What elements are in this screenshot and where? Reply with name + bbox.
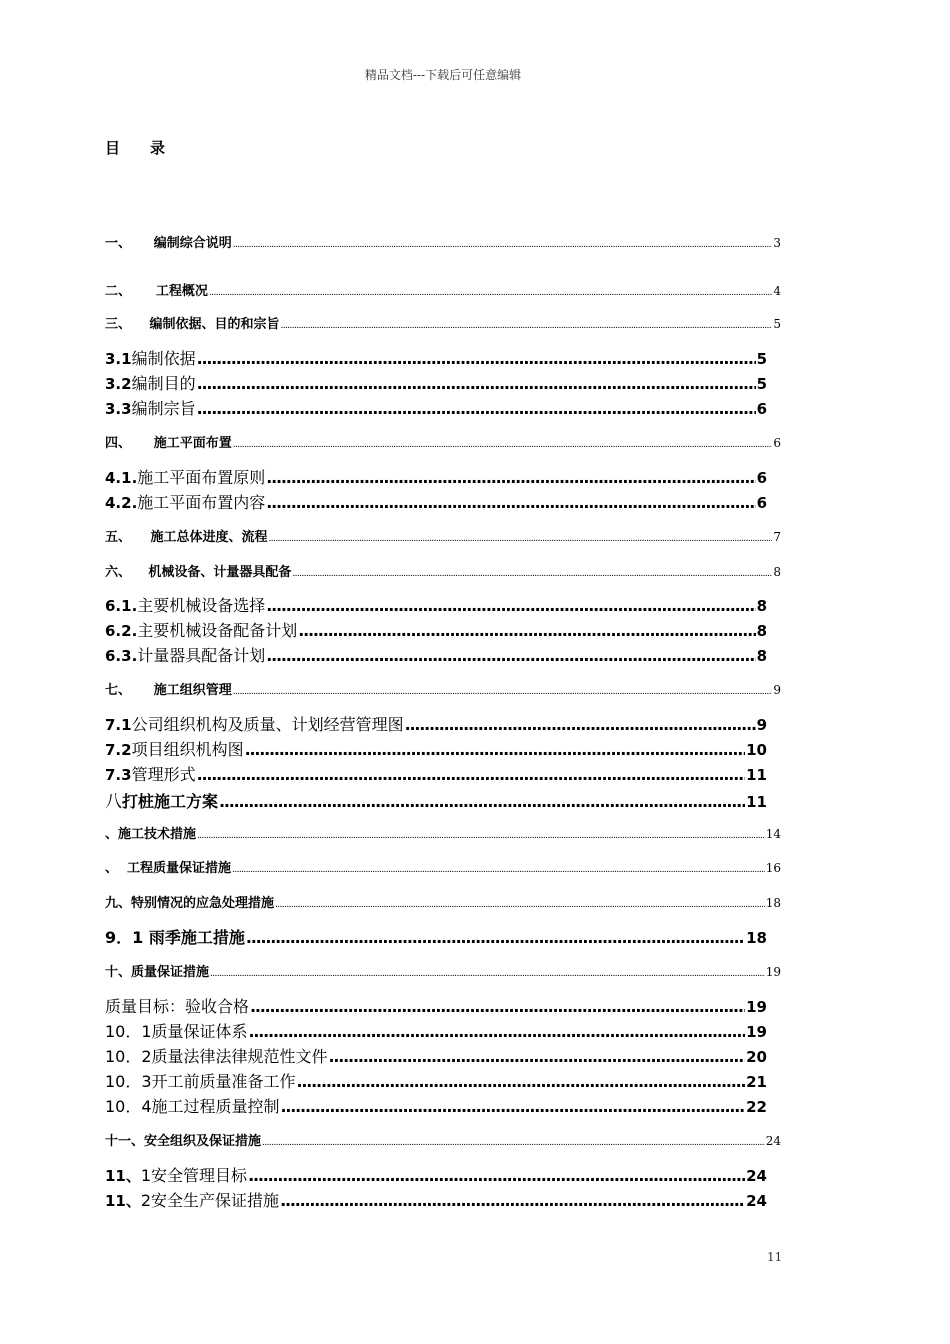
toc-entry-label: 施工组织管理 bbox=[153, 683, 232, 698]
toc-entry[interactable] bbox=[105, 371, 767, 394]
toc-leader-dots bbox=[232, 865, 765, 875]
toc-entry-label: 施工总体进度、流程 bbox=[150, 530, 268, 545]
toc-leader-dots bbox=[197, 765, 746, 784]
toc-entry[interactable] bbox=[105, 1019, 767, 1042]
toc-entry-label: 管理形式 bbox=[131, 765, 196, 784]
toc-entry-page: 9 bbox=[773, 683, 781, 697]
toc-entry-page: 7 bbox=[773, 530, 781, 544]
toc-entry[interactable] bbox=[105, 925, 767, 948]
toc-entry-page: 18 bbox=[765, 896, 781, 910]
toc-leader-dots bbox=[246, 928, 745, 947]
toc-entry-number: 七、 bbox=[105, 683, 132, 698]
toc-entry-label: 9．1 雨季施工措施 bbox=[105, 928, 245, 947]
toc-leader-dots bbox=[266, 646, 755, 665]
toc-entry-label: 计量器具配备计划 bbox=[137, 646, 266, 665]
toc-entry[interactable] bbox=[105, 618, 767, 641]
toc-entry-page: 11 bbox=[746, 766, 767, 784]
page-number: 11 bbox=[767, 1250, 783, 1264]
toc-entry-number: 6.2. bbox=[105, 622, 138, 640]
toc-entry-label: 十、质量保证措施 bbox=[105, 965, 210, 980]
toc-leader-dots bbox=[233, 440, 773, 450]
toc-leader-dots bbox=[280, 321, 772, 331]
toc-entry-page: 14 bbox=[765, 827, 781, 841]
toc-entry-label: 主要机械设备配备计划 bbox=[137, 621, 298, 640]
toc-entry-page: 11 bbox=[746, 793, 767, 811]
toc-entry-page: 21 bbox=[746, 1073, 767, 1091]
toc-entry-label: 10．2质量法律法律规范性文件 bbox=[105, 1047, 328, 1066]
toc-entry-page: 6 bbox=[756, 494, 767, 512]
toc-leader-dots bbox=[280, 1191, 745, 1210]
toc-leader-dots bbox=[281, 1097, 746, 1116]
toc-entry-page: 5 bbox=[773, 317, 781, 331]
toc-entry[interactable] bbox=[105, 526, 781, 545]
toc-entry[interactable] bbox=[105, 313, 781, 332]
toc-entry[interactable] bbox=[105, 1094, 767, 1117]
toc-entry-label: 编制综合说明 bbox=[153, 236, 232, 251]
toc-entry-label: 编制依据 bbox=[131, 349, 196, 368]
toc-entry-label: 主要机械设备选择 bbox=[137, 596, 266, 615]
toc-entry[interactable] bbox=[105, 1069, 767, 1092]
toc-leader-dots bbox=[292, 569, 772, 579]
toc-entry-page: 8 bbox=[756, 622, 767, 640]
toc-entry[interactable] bbox=[105, 857, 781, 876]
toc-entry-number: 3.1 bbox=[105, 350, 132, 368]
toc-entry-label: 编制依据、目的和宗旨 bbox=[149, 317, 280, 332]
toc-entry-number: 11、 bbox=[105, 1192, 141, 1210]
toc-entry-page: 18 bbox=[746, 929, 767, 947]
toc-entry-number: 四、 bbox=[105, 436, 132, 451]
toc-leader-dots bbox=[298, 621, 755, 640]
toc-entry-page: 8 bbox=[756, 647, 767, 665]
toc-entry-page: 10 bbox=[746, 741, 767, 759]
toc-entry[interactable] bbox=[105, 561, 781, 580]
toc-entry[interactable] bbox=[105, 1163, 767, 1186]
toc-entry-page: 24 bbox=[746, 1192, 767, 1210]
toc-entry-page: 5 bbox=[756, 350, 767, 368]
toc-entry-label: 质量目标：验收合格 bbox=[105, 997, 250, 1016]
toc-entry-page: 3 bbox=[773, 236, 781, 250]
toc-leader-dots bbox=[297, 1072, 746, 1091]
toc-leader-dots bbox=[275, 900, 765, 910]
toc-entry-number: 4.1. bbox=[105, 469, 138, 487]
toc-entry-page: 6 bbox=[756, 469, 767, 487]
toc-entry-number: 7.1 bbox=[105, 716, 132, 734]
toc-entry[interactable] bbox=[105, 787, 767, 812]
toc-leader-dots bbox=[249, 1022, 746, 1041]
toc-entry-number: 一、 bbox=[105, 236, 132, 251]
toc-entry[interactable] bbox=[105, 490, 767, 513]
title-right: 录 bbox=[150, 139, 166, 157]
toc-entry-label: 、 工程质量保证措施 bbox=[105, 861, 232, 876]
toc-entry-page: 19 bbox=[746, 1023, 767, 1041]
toc-leader-dots bbox=[266, 493, 755, 512]
toc-entry-number: 6.1. bbox=[105, 597, 138, 615]
toc-entry-number: 二、 bbox=[105, 284, 132, 299]
toc-leader-dots bbox=[266, 468, 755, 487]
toc-entry-label: 十一、安全组织及保证措施 bbox=[105, 1134, 262, 1149]
toc-entry-label: 工程概况 bbox=[155, 284, 208, 299]
page-title bbox=[105, 137, 165, 158]
toc-entry-number: 3.2 bbox=[105, 375, 132, 393]
toc-entry[interactable] bbox=[105, 593, 767, 616]
toc-leader-dots bbox=[209, 288, 772, 298]
toc-entry[interactable] bbox=[105, 892, 781, 911]
toc-entry-number: 三、 bbox=[105, 317, 132, 332]
toc-entry-page: 6 bbox=[756, 400, 767, 418]
toc-entry-page: 6 bbox=[773, 436, 781, 450]
toc-entry-label: 10．1质量保证体系 bbox=[105, 1022, 248, 1041]
toc-leader-dots bbox=[405, 715, 756, 734]
toc-entry[interactable] bbox=[105, 346, 767, 369]
toc-entry[interactable] bbox=[105, 823, 781, 842]
toc-leader-dots bbox=[233, 240, 773, 250]
toc-leader-dots bbox=[266, 596, 755, 615]
toc-entry-label: 2安全生产保证措施 bbox=[140, 1191, 280, 1210]
toc-entry-page: 8 bbox=[773, 565, 781, 579]
toc-entry-number: 7.2 bbox=[105, 741, 132, 759]
toc-entry-label: 10．3开工前质量准备工作 bbox=[105, 1072, 296, 1091]
toc-entry-page: 19 bbox=[746, 998, 767, 1016]
toc-entry[interactable] bbox=[105, 643, 767, 666]
toc-entry[interactable] bbox=[105, 432, 781, 451]
toc-entry-page: 9 bbox=[756, 716, 767, 734]
toc-leader-dots bbox=[245, 740, 746, 759]
toc-leader-dots bbox=[197, 374, 756, 393]
toc-entry[interactable] bbox=[105, 280, 781, 299]
toc-entry[interactable] bbox=[105, 679, 781, 698]
toc-entry-page: 20 bbox=[746, 1048, 767, 1066]
toc-entry-label: 公司组织机构及质量、计划经营管理图 bbox=[131, 715, 404, 734]
toc-leader-dots bbox=[262, 1138, 765, 1148]
toc-leader-dots bbox=[269, 534, 773, 544]
toc-entry-page: 19 bbox=[765, 965, 781, 979]
toc-entry-label: 施工平面布置 bbox=[153, 436, 232, 451]
toc-entry-number: 6.3. bbox=[105, 647, 138, 665]
toc-entry-number: 11、 bbox=[105, 1167, 141, 1185]
toc-leader-dots bbox=[210, 969, 765, 979]
toc-entry-number: 六、 bbox=[105, 565, 132, 580]
toc-leader-dots bbox=[219, 792, 745, 811]
toc-entry-number: 3.3 bbox=[105, 400, 132, 418]
toc-entry[interactable] bbox=[105, 994, 767, 1017]
toc-entry-label: 项目组织机构图 bbox=[131, 740, 244, 759]
toc-entry-label: 施工平面布置内容 bbox=[137, 493, 266, 512]
toc-entry[interactable] bbox=[105, 1130, 781, 1149]
toc-entry[interactable] bbox=[105, 762, 767, 785]
title-left: 目 bbox=[105, 139, 121, 157]
toc-entry-number: 4.2. bbox=[105, 494, 138, 512]
toc-entry[interactable] bbox=[105, 737, 767, 760]
toc-entry-page: 24 bbox=[765, 1134, 781, 1148]
toc-leader-dots bbox=[250, 997, 745, 1016]
toc-entry-page: 4 bbox=[773, 284, 781, 298]
toc-entry-page: 24 bbox=[746, 1167, 767, 1185]
toc-entry-label: 、施工技术措施 bbox=[105, 827, 197, 842]
toc-leader-dots bbox=[197, 831, 765, 841]
toc-entry-number: 五、 bbox=[105, 530, 132, 545]
toc-entry[interactable] bbox=[105, 1044, 767, 1067]
page-header: 精品文档---下载后可任意编辑 bbox=[364, 68, 522, 82]
toc-entry[interactable] bbox=[105, 712, 767, 735]
toc-leader-dots bbox=[329, 1047, 746, 1066]
toc-entry[interactable] bbox=[105, 961, 781, 980]
toc-entry[interactable] bbox=[105, 1188, 767, 1211]
toc-leader-dots bbox=[233, 687, 773, 697]
toc-entry-number: 7.3 bbox=[105, 766, 132, 784]
toc-entry-page: 22 bbox=[746, 1098, 767, 1116]
toc-entry-label: 10．4施工过程质量控制 bbox=[105, 1097, 280, 1116]
toc-entry[interactable] bbox=[105, 232, 781, 251]
toc-entry[interactable] bbox=[105, 465, 767, 488]
toc-entry-label: 施工平面布置原则 bbox=[137, 468, 266, 487]
toc-entry-label: 九、特别情况的应急处理措施 bbox=[105, 896, 275, 911]
toc-entry-page: 5 bbox=[756, 375, 767, 393]
toc-entry-label: 编制目的 bbox=[131, 374, 196, 393]
toc-entry-number: 八 bbox=[105, 792, 122, 812]
toc-leader-dots bbox=[197, 349, 756, 368]
toc-entry-label: 打桩施工方案 bbox=[122, 792, 219, 811]
toc-entry-page: 8 bbox=[756, 597, 767, 615]
toc-entry[interactable] bbox=[105, 396, 767, 419]
toc-leader-dots bbox=[197, 399, 756, 418]
toc-leader-dots bbox=[248, 1166, 745, 1185]
toc-entry-label: 1安全管理目标 bbox=[140, 1166, 248, 1185]
toc-entry-label: 编制宗旨 bbox=[131, 399, 196, 418]
toc-entry-page: 16 bbox=[765, 861, 781, 875]
toc-entry-label: 机械设备、计量器具配备 bbox=[148, 565, 292, 580]
